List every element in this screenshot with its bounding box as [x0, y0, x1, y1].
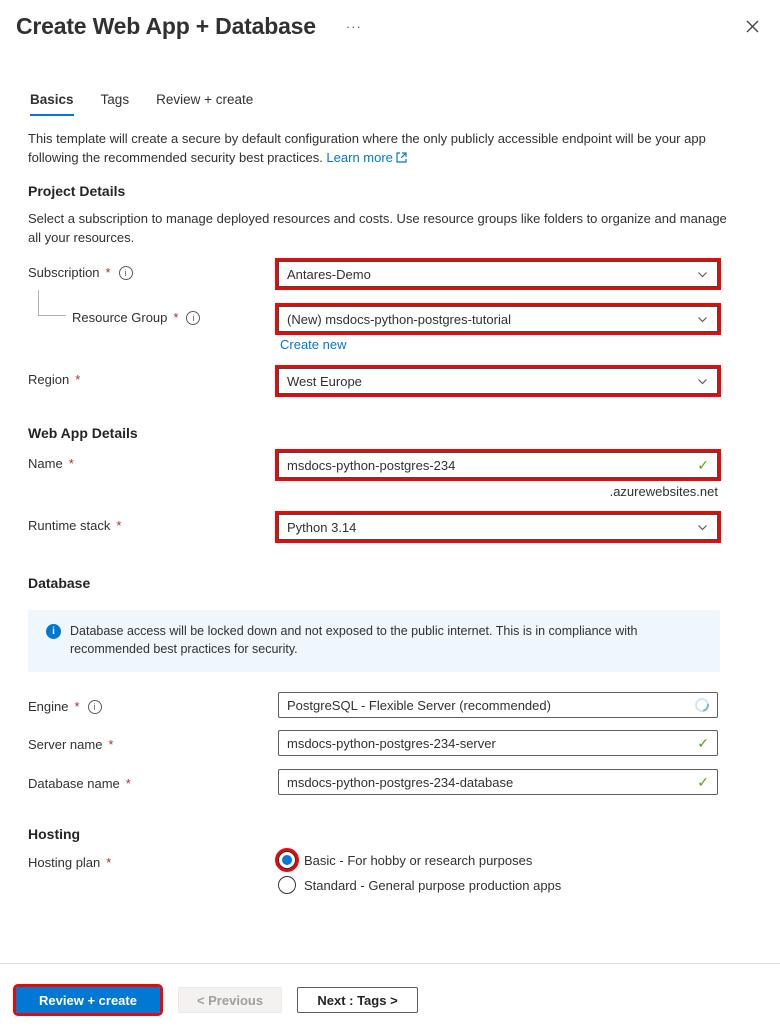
- close-button[interactable]: [741, 15, 764, 38]
- server-name-input[interactable]: msdocs-python-postgres-234-server ✓: [278, 730, 718, 756]
- hosting-plan-option-standard: Standard - General purpose production apps: [278, 876, 561, 894]
- server-name-label: Server name *: [28, 737, 114, 752]
- valid-check-icon: ✓: [697, 773, 709, 790]
- required-asterisk: *: [105, 265, 111, 280]
- section-title-hosting: Hosting: [28, 826, 81, 842]
- review-create-button[interactable]: Review + create: [16, 987, 160, 1013]
- runtime-stack-dropdown[interactable]: Python 3.14: [278, 514, 718, 540]
- valid-check-icon: ✓: [697, 456, 709, 473]
- radio-basic[interactable]: [278, 851, 296, 869]
- loading-spinner-icon: [692, 695, 711, 714]
- chevron-down-icon: [696, 521, 709, 534]
- info-icon[interactable]: i: [119, 266, 133, 280]
- engine-label: Engine * i: [28, 699, 102, 714]
- info-icon: i: [46, 624, 61, 639]
- close-icon: [745, 19, 760, 34]
- info-icon[interactable]: i: [88, 700, 102, 714]
- radio-standard[interactable]: [278, 876, 296, 894]
- tab-tags[interactable]: Tags: [100, 92, 130, 107]
- info-icon[interactable]: i: [186, 311, 200, 325]
- database-name-label: Database name *: [28, 776, 131, 791]
- next-tags-button[interactable]: Next : Tags >: [297, 987, 418, 1013]
- required-asterisk: *: [68, 456, 74, 471]
- subscription-highlight-box: [275, 258, 721, 290]
- chevron-down-icon: [696, 313, 709, 326]
- learn-more-link[interactable]: Learn more: [326, 149, 393, 165]
- resource-group-dropdown[interactable]: (New) msdocs-python-postgres-tutorial: [278, 306, 718, 332]
- required-asterisk: *: [108, 737, 114, 752]
- hosting-plan-label: Hosting plan *: [28, 855, 112, 870]
- project-details-description: Select a subscription to manage deployed resources and costs. Use resource groups like folders to organize and manage all your resources.: [28, 211, 727, 245]
- dialog-header: [16, 10, 764, 42]
- region-label: Region *: [28, 372, 81, 387]
- resource-group-label: Resource Group * i: [72, 310, 200, 325]
- info-banner-text: Database access will be locked down and not exposed to the public internet. This is in compliance with recommended best practices for security.: [70, 624, 638, 656]
- external-link-icon: [396, 150, 407, 169]
- runtime-stack-label: Runtime stack *: [28, 518, 122, 533]
- name-input[interactable]: msdocs-python-postgres-234 ✓: [278, 452, 718, 478]
- required-asterisk: *: [173, 310, 179, 325]
- tab-bar: [30, 92, 253, 116]
- name-highlight-box: [275, 449, 721, 481]
- region-highlight-box: [275, 365, 721, 397]
- valid-check-icon: ✓: [697, 734, 709, 751]
- engine-dropdown[interactable]: PostgreSQL - Flexible Server (recommended): [278, 692, 718, 718]
- name-label: Name *: [28, 456, 74, 471]
- info-banner: [28, 610, 720, 672]
- tab-review-create[interactable]: Review + create: [156, 92, 254, 107]
- section-title-project-details: Project Details: [28, 183, 126, 199]
- hosting-plan-option-basic: Basic - For hobby or research purposes: [278, 851, 532, 869]
- more-options-button[interactable]: [342, 16, 366, 37]
- previous-button[interactable]: < Previous: [178, 987, 282, 1013]
- page-title: Create Web App + Database: [16, 12, 316, 39]
- dialog-footer: [0, 963, 780, 1032]
- ellipsis-icon: ···: [345, 18, 362, 34]
- tab-basics[interactable]: Basics: [30, 92, 74, 116]
- region-dropdown[interactable]: West Europe: [278, 368, 718, 394]
- required-asterisk: *: [74, 699, 80, 714]
- section-title-database: Database: [28, 575, 91, 591]
- database-name-input[interactable]: msdocs-python-postgres-234-database ✓: [278, 769, 718, 795]
- required-asterisk: *: [125, 776, 131, 791]
- chevron-down-icon: [696, 268, 709, 281]
- runtime-stack-highlight-box: [275, 511, 721, 543]
- subscription-dropdown[interactable]: Antares-Demo: [278, 261, 718, 287]
- resource-group-highlight-box: [275, 303, 721, 335]
- tree-connector: [38, 290, 66, 316]
- domain-suffix: .azurewebsites.net: [609, 484, 718, 499]
- required-asterisk: *: [106, 855, 112, 870]
- required-asterisk: *: [75, 372, 81, 387]
- section-title-web-app-details: Web App Details: [28, 425, 138, 441]
- required-asterisk: *: [116, 518, 122, 533]
- intro-text: This template will create a secure by default configuration where the only publicly accessible endpoint will be your app following the recommended security best practices. Learn more: [28, 130, 744, 168]
- create-new-link[interactable]: Create new: [280, 337, 347, 352]
- subscription-label: Subscription * i: [28, 265, 133, 280]
- chevron-down-icon: [696, 375, 709, 388]
